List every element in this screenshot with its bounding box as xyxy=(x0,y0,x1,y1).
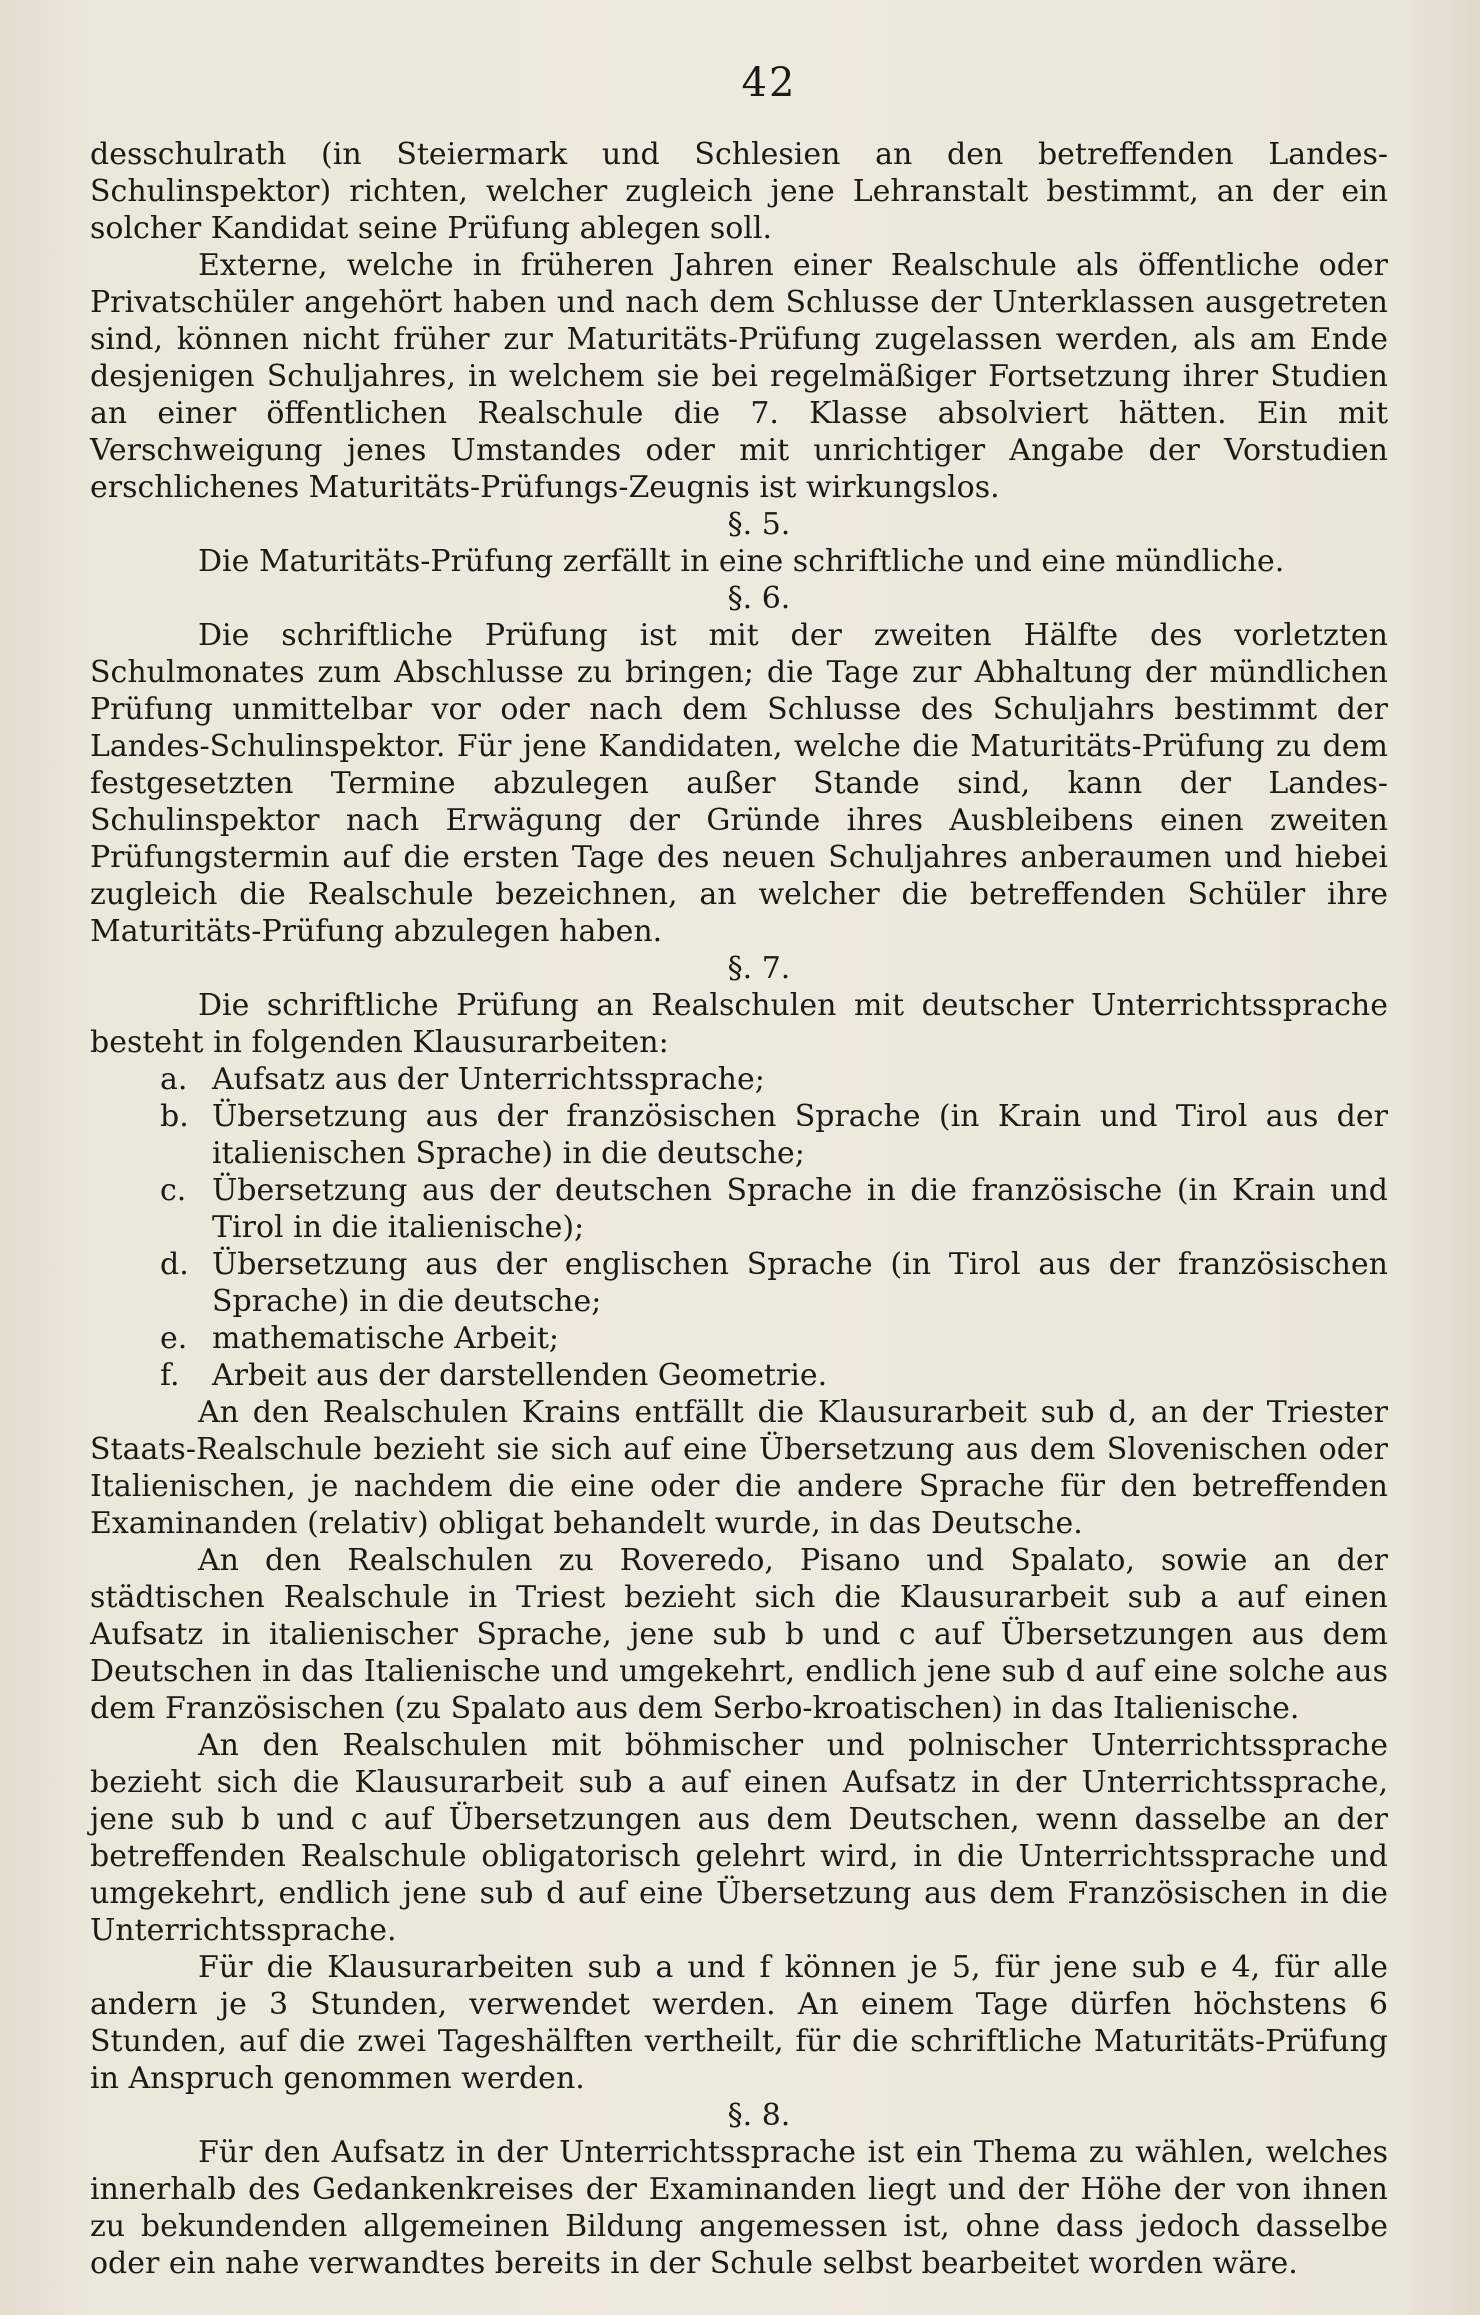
page-body xyxy=(90,136,1388,2282)
list-item-marker: a. xyxy=(160,1062,188,1097)
list-item xyxy=(90,1098,1388,1172)
paragraph: An den Realschulen zu Roveredo, Pisano und Spalato, sowie an der städtischen Realschule in Triest bezieht sich die Klausurarbeit sub a auf einen Aufsatz in italienischer Sprache, jene sub b und c auf Übersetzungen aus dem Deutschen in das Italienische und umgekehrt, endlich jene sub d auf eine solche aus dem Französischen (zu Spalato aus dem Serbo-kroatischen) in das Italienische. xyxy=(90,1543,1388,1726)
paragraph: Für die Klausurarbeiten sub a und f können je 5, für jene sub e 4, für alle andern je 3 Stunden, verwendet werden. An einem Tage dürfen höchstens 6 Stunden, auf die zwei Tageshälften vertheilt, für die schriftliche Maturitäts-Prüfung in Anspruch genommen werden. xyxy=(90,1950,1388,2096)
paragraph: Die schriftliche Prüfung an Realschulen mit deutscher Unterrichtssprache besteht in folgenden Klausurarbeiten: xyxy=(90,988,1388,1060)
list-item xyxy=(90,1246,1388,1320)
list-item-marker: c. xyxy=(160,1173,187,1208)
paragraph: Die schriftliche Prüfung ist mit der zweiten Hälfte des vorletzten Schulmonates zum Abschlusse zu bringen; die Tage zur Abhaltung der mündlichen Prüfung unmittelbar vor oder nach dem Schlusse des Schuljahrs bestimmt der Landes-Schulinspektor. Für jene Kandidaten, welche die Maturitäts-Prüfung zu dem festgesetzten Termine abzulegen außer Stande sind, kann der Landes-Schulinspektor nach Erwägung der Gründe ihres Ausbleibens einen zweiten Prüfungstermin auf die ersten Tage des neuen Schuljahres anberaumen und hiebei zugleich die Realschule bezeichnen, an welcher die betreffenden Schüler ihre Maturitäts-Prüfung abzulegen haben. xyxy=(90,618,1388,949)
paragraph: An den Realschulen mit böhmischer und polnischer Unterrichtssprache bezieht sich die Klausurarbeit sub a auf einen Aufsatz in der Unterrichtssprache, jene sub b und c auf Übersetzungen aus dem Deutschen, wenn dasselbe an der betreffenden Realschule obligatorisch gelehrt wird, in die Unterrichtssprache und umgekehrt, endlich jene sub d auf eine Übersetzung aus dem Französischen in die Unterrichtssprache. xyxy=(90,1728,1388,1948)
page-number: 42 xyxy=(741,60,797,106)
paragraph: Für den Aufsatz in der Unterrichtssprache ist ein Thema zu wählen, welches innerhalb des Gedankenkreises der Examinanden liegt und der Höhe der von ihnen zu bekundenden allgemeinen Bildung angemessen ist, ohne dass jedoch dasselbe oder ein nahe verwandtes bereits in der Schule selbst bearbeitet worden wäre. xyxy=(90,2135,1388,2281)
paragraph: desschulrath (in Steiermark und Schlesien an den betreffenden Landes-Schulinspektor) richten, welcher zugleich jene Lehranstalt bestimmt, an der ein solcher Kandidat seine Prüfung ablegen soll. xyxy=(90,137,1388,246)
section-heading: §. 7. xyxy=(727,951,791,986)
paragraph: Die Maturitäts-Prüfung zerfällt in eine schriftliche und eine mündliche. xyxy=(198,544,1285,579)
paragraph: Externe, welche in früheren Jahren einer Realschule als öffentliche oder Privatschüler angehört haben und nach dem Schlusse der Unterklassen ausgetreten sind, können nicht früher zur Maturitäts-Prüfung zugelassen werden, als am Ende desjenigen Schuljahres, in welchem sie bei regelmäßiger Fortsetzung ihrer Studien an einer öffentlichen Realschule die 7. Klasse absolviert hätten. Ein mit Verschweigung jenes Umstandes oder mit unrichtiger Angabe der Vorstudien erschlichenes Maturitäts-Prüfungs-Zeugnis ist wirkungslos. xyxy=(90,248,1388,505)
paragraph: An den Realschulen Krains entfällt die Klausurarbeit sub d, an der Triester Staats-Realschule bezieht sie sich auf eine Übersetzung aus dem Slovenischen oder Italienischen, je nachdem die eine oder die andere Sprache für den betreffenden Examinanden (relativ) obligat behandelt wurde, in das Deutsche. xyxy=(90,1395,1388,1541)
list-item xyxy=(90,1320,1388,1357)
list-item-text: Arbeit aus der darstellenden Geometrie. xyxy=(212,1358,828,1393)
list-item-text: Übersetzung aus der französischen Sprache (in Krain und Tirol aus der italienischen Sprache) in die deutsche; xyxy=(212,1099,1388,1171)
list-item-text: mathematische Arbeit; xyxy=(212,1321,559,1356)
list-item xyxy=(90,1172,1388,1246)
section-heading: §. 5. xyxy=(727,507,791,542)
list-item-marker: e. xyxy=(160,1321,188,1356)
list-item-marker: b. xyxy=(160,1099,189,1134)
list-item-marker: d. xyxy=(160,1247,189,1282)
list-item-text: Übersetzung aus der deutschen Sprache in die französische (in Krain und Tirol in die italienische); xyxy=(212,1173,1388,1245)
exam-list xyxy=(90,1061,1388,1394)
list-item-text: Aufsatz aus der Unterrichtssprache; xyxy=(212,1062,765,1097)
section-heading: §. 8. xyxy=(727,2098,791,2133)
list-item-marker: f. xyxy=(160,1358,180,1393)
list-item-text: Übersetzung aus der englischen Sprache (in Tirol aus der französischen Sprache) in die deutsche; xyxy=(212,1247,1388,1319)
section-heading: §. 6. xyxy=(727,581,791,616)
list-item xyxy=(90,1061,1388,1098)
list-item xyxy=(90,1357,1388,1394)
